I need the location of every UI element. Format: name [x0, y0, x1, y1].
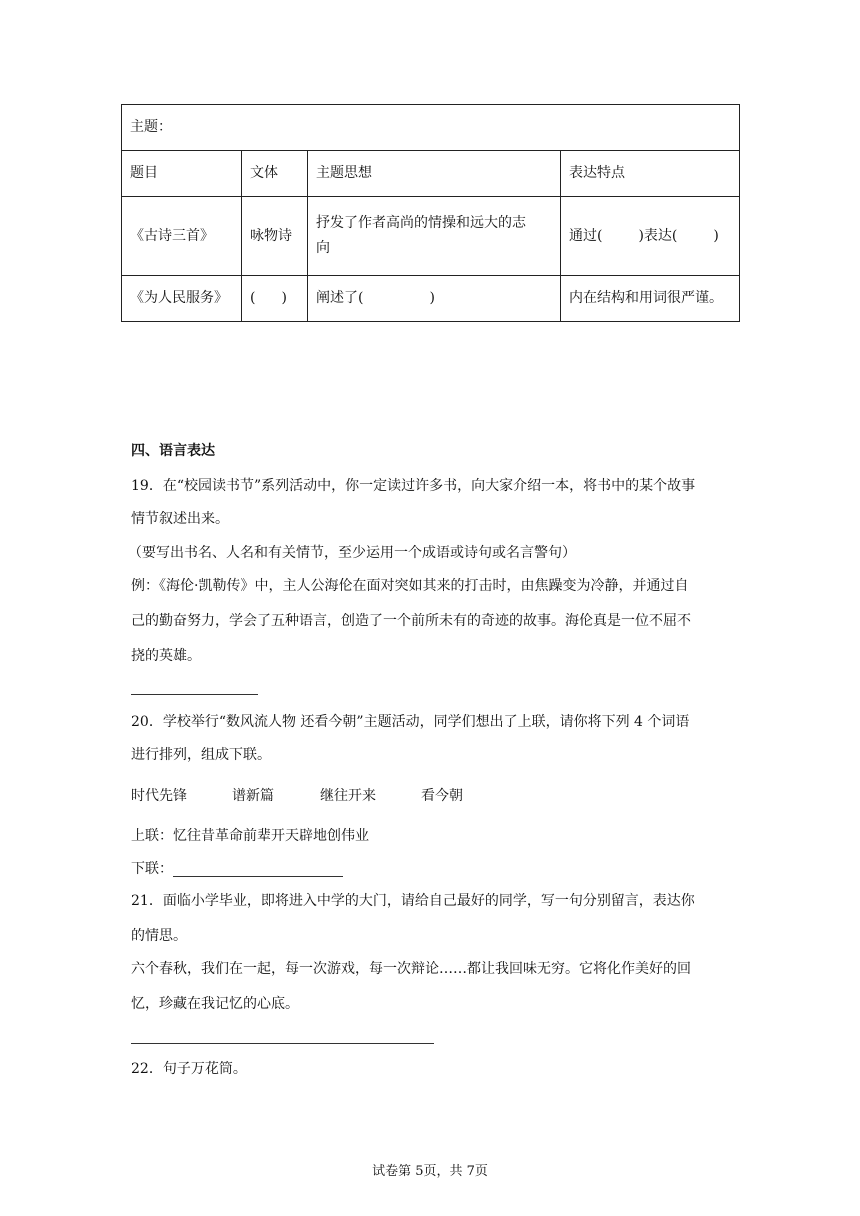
q20-word-2: 谱新篇: [232, 788, 274, 804]
page-footer: 试卷第 5页，共 7页: [372, 1164, 488, 1179]
row2-genre: [242, 276, 308, 322]
row1-idea: [308, 197, 561, 276]
q19-note: （要写出书名、人名和有关情节，至少运用一个成语或诗句或名言警句）: [128, 545, 576, 561]
header-title: 题目: [122, 151, 242, 197]
header-genre: 文体: [242, 151, 308, 197]
header-idea: 主题思想: [308, 151, 561, 197]
q21-line1: 21．面临小学毕业，即将进入中学的大门，请给自己最好的同学，写一句分别留言，表达你: [131, 893, 695, 909]
section-heading: 四、语言表达: [131, 443, 215, 459]
row2-idea-prefix: 阐述了(: [316, 290, 364, 306]
summary-table: [121, 104, 740, 322]
row1-idea-line2: 向: [316, 240, 330, 256]
row1-genre: 咏物诗: [242, 197, 308, 276]
q20-line1: 20．学校举行“数风流人物 还看今朝”主题活动，同学们想出了上联，请你将下列 4 个词语: [131, 714, 690, 730]
q20-upper: 上联：忆往昔革命前辈开天辟地创伟业: [131, 828, 369, 844]
theme-cell: 主题：: [122, 105, 740, 151]
q21-sample1: 六个春秋，我们在一起，每一次游戏，每一次辩论……都让我回味无穷。它将化作美好的回: [131, 961, 691, 977]
q21-sample2: 忆，珍藏在我记忆的心底。: [131, 996, 299, 1012]
q20-line2: 进行排列，组成下联。: [131, 747, 271, 763]
row1-feature-mid: )表达(: [638, 227, 678, 244]
q19-line2: 情节叙述出来。: [131, 511, 229, 527]
row2-feature: 内在结构和用词很严谨。: [561, 276, 740, 322]
row2-idea-suffix: ): [429, 290, 435, 306]
q20-word-3: 继往开来: [320, 788, 376, 804]
q19-example2: 己的勤奋努力，学会了五种语言，创造了一个前所未有的奇迹的故事。海伦真是一位不屈不: [131, 613, 691, 629]
q20-answer-line[interactable]: [173, 876, 343, 877]
q21-answer-line[interactable]: [131, 1043, 434, 1044]
row1-feature-prefix: 通过(: [569, 227, 603, 244]
q19-line1: 19．在“校园读书节”系列活动中，你一定读过许多书，向大家介绍一本，将书中的某个故事: [131, 478, 696, 494]
row1-feature-suffix: ): [713, 227, 719, 244]
q19-example1: 例：《海伦·凯勒传》中，主人公海伦在面对突如其来的打击时，由焦躁变为冷静，并通过自: [131, 578, 689, 594]
row1-title: 《古诗三首》: [122, 197, 242, 276]
row2-title: 《为人民服务》: [122, 276, 242, 322]
q22-line1: 22．句子万花筒。: [131, 1061, 247, 1077]
q19-example3: 挠的英雄。: [131, 648, 201, 664]
q21-line2: 的情思。: [131, 928, 187, 944]
q20-word-1: 时代先锋: [131, 788, 187, 804]
row1-idea-line1: 抒发了作者高尚的情操和远大的志: [316, 215, 526, 231]
header-feature: 表达特点: [561, 151, 740, 197]
row1-feature: [561, 197, 740, 276]
row2-genre-open: (: [250, 290, 256, 306]
q19-answer-line[interactable]: [131, 694, 258, 695]
row2-genre-close: ): [281, 290, 287, 306]
q20-lower-label: 下联：: [131, 861, 173, 877]
q20-word-4: 看今朝: [421, 788, 463, 804]
row2-idea: [308, 276, 561, 322]
